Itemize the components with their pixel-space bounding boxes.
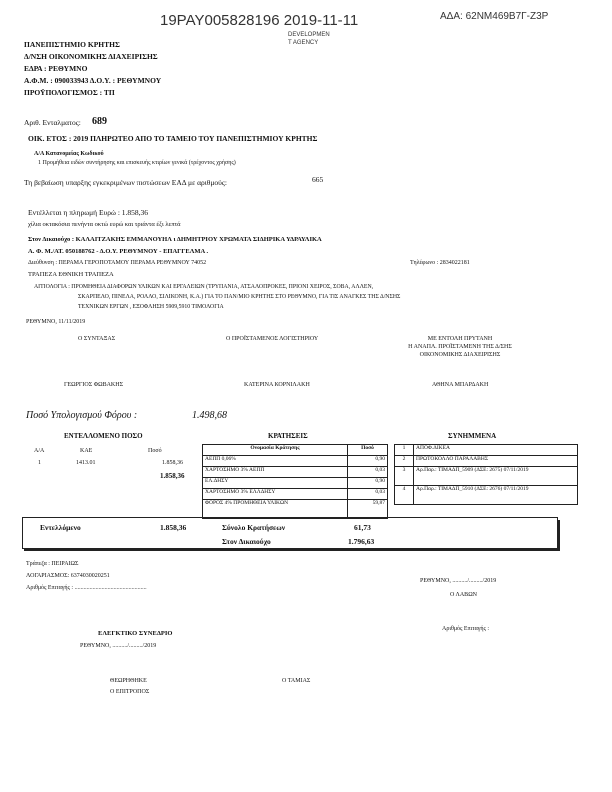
withholding-amount: 0,03 <box>348 467 388 478</box>
withholding-name: ΧΑΡΤΟΣΗΜΟ 3% ΑΕΠΠ <box>203 467 348 478</box>
attachment-index: 4 <box>395 486 414 505</box>
withholding-amount: 0,90 <box>348 478 388 489</box>
head-title: Ο ΠΡΟΪΣΤΑΜΕΝΟΣ ΛΟΓΙΣΤΗΡΙΟΥ <box>226 336 319 342</box>
tax-value: 1.498,68 <box>192 410 227 421</box>
order-header-aa: Α/Α <box>34 448 45 454</box>
beneficiary-phone: Τηλέφωνο : 2834022181 <box>410 260 470 266</box>
head-name: ΚΑΤΕΡΙΝΑ ΚΟΡΝΙΛΑΚΗ <box>244 382 310 388</box>
withholding-amount: 59,87 <box>348 500 388 519</box>
certify-number: 665 <box>312 175 324 184</box>
rector-title <box>385 335 535 359</box>
order-number-label: Αριθ. Ενταλματος: <box>24 118 81 127</box>
attachment-text: Αρ.Παρ.: ΤΙΜΑΔΠ_5910 (ΔΣΕ: 2676) 07/11/2019 <box>414 486 578 505</box>
check-number: Αριθμός Επιταγής : ................................................ <box>26 585 147 591</box>
table-row <box>203 500 388 519</box>
beneficiary-total-value: 1.796,63 <box>348 537 375 546</box>
table-row <box>203 467 388 478</box>
attachment-text: Αρ.Παρ.: ΤΙΜΑΔΠ_5909 (ΔΣΕ: 2675) 07/11/2019 <box>414 467 578 486</box>
pay-words-line: χίλια οκτακόσια πενήντα οκτώ ευρώ και τριάντα έξι λεπτά <box>28 221 181 228</box>
attachment-index: 2 <box>395 456 414 467</box>
attachment-index: 3 <box>395 467 414 486</box>
approved-title: ΘΕΩΡΗΘΗΚΕ <box>110 678 147 684</box>
totals-shadow-bottom <box>24 548 560 551</box>
order-header-kae: ΚΑΕ <box>80 448 93 454</box>
attachment-text: ΠΡΩΤΟΚΟΛΛΟ ΠΑΡΑΛΑΒΗΣ <box>414 456 578 467</box>
order-row-amount: 1.858,36 <box>162 460 183 466</box>
withholding-name: ΕΛ.ΔΗΣΥ <box>203 478 348 489</box>
composer-name: ΓΕΩΡΓΙΟΣ ΦΩΒΑΚΗΣ <box>64 382 124 388</box>
table-row <box>203 478 388 489</box>
withholding-amount: 0,03 <box>348 489 388 500</box>
reason-line: ΣΚΑΡΠΕΛΟ, ΠΙΝΕΛΑ, ΡΟΛΛΟ, ΣΙΛΙΚΟΝΗ, Κ.Α.) ΓΙΑ ΤΟ ΠΑΝ/ΜΙΟ ΚΡΗΤΗΣ ΣΤΟ ΡΕΘΥΜΝΟ, ΓΙΑ ΤΙΣ ΑΝΑΓΚΕΣ ΤΗΣ Δ/ΝΣΗΣ <box>78 294 401 300</box>
audit-court-date: ΡΕΘΥΜΝΟ, ........../........./2019 <box>80 643 157 649</box>
commissioner-title: Ο ΕΠΙΤΡΟΠΟΣ <box>110 689 150 695</box>
bank-account: ΛΟΓΑΡΙΑΣΜΟΣ: 6374030020251 <box>26 573 110 579</box>
receiver-title: Ο ΛΑΒΩΝ <box>450 592 477 598</box>
withholdings-title: ΚΡΑΤΗΣΕΙΣ <box>268 432 308 440</box>
rector-title-line: ΟΙΚΟΝΟΜΙΚΗΣ ΔΙΑΧΕΙΡΙΣΗΣ <box>419 352 501 358</box>
attachments-table <box>394 444 578 505</box>
table-row <box>203 456 388 467</box>
withholding-name: ΧΑΡΤΟΣΗΜΟ 3% ΕΛΛΔΗΣΥ <box>203 489 348 500</box>
attachment-index: 1 <box>395 445 414 456</box>
bank-line: ΤΡΑΠΕΖΑ ΕΘΝΙΚΗ ΤΡΑΠΕΖΑ <box>28 271 114 278</box>
withholding-amount: 0,90 <box>348 456 388 467</box>
attachment-text: ΑΠΟΦ.ΔΙΚΕΑ <box>414 445 578 456</box>
table-row <box>395 445 578 456</box>
watermark-code: 19PAY005828196 2019-11-11 <box>160 12 359 29</box>
table-row <box>395 467 578 486</box>
beneficiary-name: Στον Δικαιούχο : ΚΑΛΑΙΤΖΑΚΗΣ ΕΜΜΑΝΟΥΗΛ ι ΔΗΜΗΤΡΙΟΥ ΧΡΩΜΑΤΑ ΣΙΔΗΡΙΚΑ ΥΔΡΑΥΛΙΚΑ <box>28 236 322 243</box>
beneficiary-address: Διεύθυνση : ΠΕΡΑΜΑ ΓΕΡΟΠΟΤΑΜΟΥ ΠΕΡΑΜΑ ΡΕΘΥΜΝΟΥ 74052 <box>28 260 207 266</box>
rector-title-line: Η ΑΝΑΠΛ. ΠΡΟΪΣΤΑΜΕΝΗ ΤΗΣ Δ/ΣΗΣ <box>408 344 512 350</box>
audit-court-title: ΕΛΕΓΚΤΙΚΟ ΣΥΝΕΔΡΙΟ <box>98 630 173 637</box>
beneficiary-afm: Α. Φ. Μ./ΑΤ. 050188762 - Δ.Ο.Υ. ΡΕΘΥΜΝΟΥ - ΕΠΑΓΓΕΛΜΑ . <box>28 248 209 255</box>
totals-shadow-right <box>557 520 560 550</box>
pay-amount-line: Εντέλλεται η πληρωμή Ευρώ : 1.858,36 <box>28 208 149 217</box>
order-header-amount: Ποσό <box>148 448 162 454</box>
cashier-title: Ο ΤΑΜΙΑΣ <box>282 678 311 684</box>
rector-name: ΑΘΗΝΑ ΜΠΑΡΔΑΚΗ <box>432 382 489 388</box>
attachments-title: ΣΥΝΗΜΜΕΝΑ <box>448 432 497 440</box>
withholding-name: ΑΕΠΠ 0,06% <box>203 456 348 467</box>
withholding-total-label: Σύνολο Κρατήσεων <box>222 523 286 532</box>
bank-name: Τράπεζα : ΠΕΙΡΑΙΩΣ <box>26 561 79 567</box>
order-table-title: ΕΝΤΕΛΛΟΜΕΝΟ ΠΟΣΟ <box>64 432 143 440</box>
certify-line: Τη βεβαίωση υπαρξης εγκεκριμένων πιστώσεων ΕΑΔ με αριθμούς: <box>24 178 227 187</box>
ada-code: ΑΔΑ: 62ΝΜ469Β7Γ-Ζ3Ρ <box>440 11 549 22</box>
seat-line: ΕΔΡΑ : ΡΕΘΥΜΝΟ <box>24 64 88 73</box>
tax-label: Ποσό Υπολογισμού Φόρου : <box>26 410 138 421</box>
budget-line: ΠΡΟΫΠΟΛΟΓΙΣΜΟΣ : ΤΠ <box>24 88 115 97</box>
check-label: Αριθμός Επιταγής : <box>442 626 490 632</box>
fiscal-year-line: ΟΙΚ. ΕΤΟΣ : 2019 ΠΛΗΡΩΤΕΟ ΑΠΟ ΤΟ ΤΑΜΕΙΟ ΤΟΥ ΠΑΝΕΠΙΣΤΗΜΙΟΥ ΚΡΗΤΗΣ <box>28 134 318 143</box>
table-row <box>203 445 388 456</box>
withholding-header-name: Ονομασία Κράτησης <box>203 445 348 456</box>
stamp-line: T AGENCY <box>288 40 319 46</box>
item-line: 1 Προμήθεια ειδών συντήρησης και επισκευής κτιρίων γενικά (τρέχοντος χρήσης) <box>38 160 236 166</box>
table-row <box>395 486 578 505</box>
table-row <box>395 456 578 467</box>
composer-title: Ο ΣΥΝΤΑΞΑΣ <box>78 336 116 342</box>
rector-title-line: ΜΕ ΕΝΤΟΛΗ ΠΡΥΤΑΝΗ <box>427 336 493 342</box>
reason-line: ΤΕΧΝΙΚΩΝ ΕΡΓΩΝ , ΕΞΟΦΛΗΣΗ 5909,5910 ΤΙΜΟΛΟΓΙΑ <box>78 304 224 310</box>
code-header: Α/Α Κατανομείας Κωδικού <box>34 151 104 157</box>
agency-stamp <box>288 31 330 47</box>
withholding-header-amount: Ποσό <box>348 445 388 456</box>
issue-date: ΡΕΘΥΜΝΟ, 11/11/2019 <box>26 319 86 325</box>
order-subtotal: 1.858,36 <box>160 472 185 480</box>
order-number-value: 689 <box>92 116 107 127</box>
university-name: ΠΑΝΕΠΙΣΤΗΜΙΟ ΚΡΗΤΗΣ <box>24 40 120 49</box>
stamp-line: DEVELOPMEN <box>288 32 330 38</box>
beneficiary-total-label: Στον Δικαιούχο <box>222 537 271 546</box>
table-row <box>203 489 388 500</box>
ordered-value: 1.858,36 <box>160 523 187 532</box>
withholding-name: ΦΟΡΟΣ 4% ΠΡΟΜΗΘΕΙΑ ΥΛΙΚΩΝ <box>203 500 348 519</box>
directorate-name: Δ/ΝΣΗ ΟΙΚΟΝΟΜΙΚΗΣ ΔΙΑΧΕΙΡΙΣΗΣ <box>24 52 158 61</box>
totals-box <box>22 517 558 549</box>
order-row-aa: 1 <box>38 460 41 466</box>
withholdings-table <box>202 444 388 519</box>
afm-line: Α.Φ.Μ. : 090033943 Δ.Ο.Υ. : ΡΕΘΥΜΝΟΥ <box>24 76 162 85</box>
order-row-kae: 1413.01 <box>76 460 96 466</box>
receipt-date: ΡΕΘΥΜΝΟ, ........../........./2019 <box>420 578 497 584</box>
reason-line: ΑΙΤΙΟΛΟΓΙΑ : ΠΡΟΜΗΘΕΙΑ ΔΙΑΦΟΡΩΝ ΥΛΙΚΩΝ ΚΑΙ ΕΡΓΑΛΕΙΩΝ (ΤΡΥΠΑΝΙΑ, ΑΤΣΑΛΟΠΡΟΚΕΣ, ΠΡΙΟΝΙ ΧΕΙΡΟΣ, ΣΟΒΑ, ΑΛΛΕΝ, <box>34 284 374 290</box>
ordered-label: Εντελλόμενο <box>40 523 81 532</box>
withholding-total-value: 61,73 <box>354 523 371 532</box>
